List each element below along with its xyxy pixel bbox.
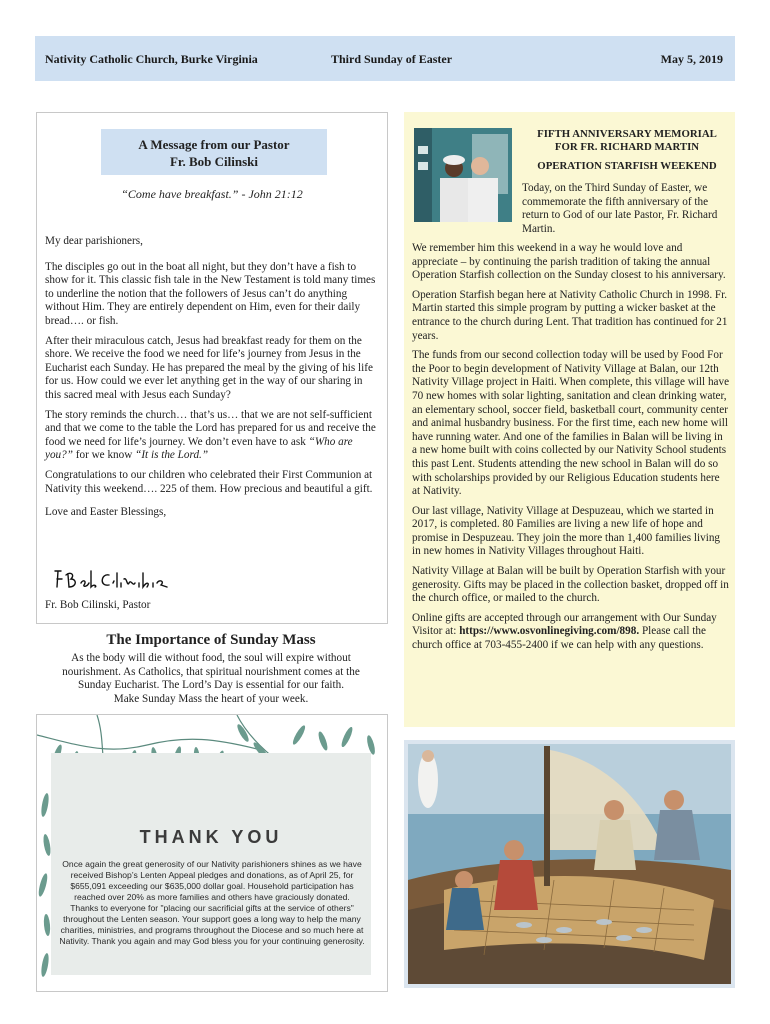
pastor-title-name: Fr. Bob Cilinski bbox=[169, 154, 259, 169]
memorial-paragraph: Nativity Village at Balan will be built by Operation Starfish with your generosity. Gifts may be placed in the collection basket, dropped off in the church office, or mailed to the church. bbox=[412, 565, 729, 605]
header-church-name: Nativity Catholic Church, Burke Virginia bbox=[45, 52, 258, 66]
memorial-heading: FIFTH ANNIVERSARY MEMORIAL FOR FR. RICHARD MARTIN bbox=[537, 128, 717, 153]
memorial-intro: Today, on the Third Sunday of Easter, we commemorate the fifth anniversary of the return to God of our late Pastor, Fr. Richard Martin. bbox=[522, 182, 718, 235]
header-liturgical-day: Third Sunday of Easter bbox=[331, 52, 453, 66]
letter-quote: “Who are you?” bbox=[45, 435, 353, 462]
memorial-paragraph: The funds from our second collection today will be used by Food For the Poor to begin development of Nativity Village at Balan, our 12th Nativity Village project in Haiti. When complete, this village will have 70 new homes with solar lighting, sanitation and clean drinking water, an elementary school, soccer field, basketball court, community center and animal husbandry business. For the first time, each new home will have running water. And one of the families in Balan will be living in a new home built with coins collected by our Nativity School students this past Lent. Students attending the new school in Balan will do so with scholarships provided by our Religious Education students here at Nativity. bbox=[412, 349, 730, 498]
memorial-section bbox=[404, 112, 735, 727]
thank-you-heading: THANK YOU bbox=[139, 827, 283, 847]
pastor-title-box bbox=[101, 129, 327, 175]
thank-you-panel bbox=[51, 753, 371, 975]
scripture-quote: “Come have breakfast.” - John 21:12 bbox=[121, 187, 303, 201]
pastor-title: A Message from our Pastor bbox=[138, 137, 290, 152]
pastor-message-box bbox=[36, 112, 388, 624]
letter-paragraph: The disciples go out in the boat all night, but they don’t have a fish to show for it. This classic fish tale in the New Testament is told many times to underline the notion that the followers of Jesus can’t do anything without Him. They are entirely dependent on Him, even for their daily bread…. or fish. bbox=[45, 260, 376, 327]
header-bar bbox=[35, 36, 735, 81]
sunday-mass-line: nourishment. As Catholics, that spiritual nourishment comes at the bbox=[62, 665, 360, 678]
memorial-body bbox=[412, 242, 730, 659]
memorial-text: Please call the church office at 703-455-2400 if we can help with any questions. bbox=[412, 625, 706, 652]
sunday-mass-line: As the body will die without food, the soul will expire without bbox=[71, 652, 351, 664]
memorial-paragraph: We remember him this weekend in a way he would love and appreciate – by continuing the parish tradition of taking the annual Operation Starfish collection on the Sunday closest to his anniversary. bbox=[412, 242, 726, 282]
letter-paragraph: After their miraculous catch, Jesus had breakfast ready for them on the shore. We receive the food we need for life’s journey from Jesus in the Eucharist each Sunday. He has prepared the meal by the giving of his life for us. How could we ever let anything get in the way of our sharing in this sacred meal with Jesus each Sunday? bbox=[45, 334, 373, 401]
memorial-subheading: OPERATION STARFISH WEEKEND bbox=[537, 160, 717, 172]
memorial-text: Online gifts are accepted through our arrangement with Our Sunday Visitor at: bbox=[412, 611, 717, 638]
online-giving-link[interactable]: https://www.osvonlinegiving.com/898. bbox=[459, 625, 640, 638]
sunday-mass-text bbox=[40, 652, 382, 706]
letter-greeting: My dear parishioners, bbox=[45, 235, 143, 247]
pastor-signature bbox=[51, 565, 181, 591]
pastor-letter-body bbox=[45, 235, 381, 526]
letter-text: The story reminds the church… that’s us… that we are not self-sufficient and that we come to the table the Lord has prepared for us and receive the food we need for life’s journey. We don’t even have to ask bbox=[45, 408, 376, 448]
pastor-name: Fr. Bob Cilinski, Pastor bbox=[45, 599, 151, 611]
letter-closing: Love and Easter Blessings, bbox=[45, 506, 167, 519]
memorial-paragraph: Our last village, Nativity Village at Despuzeau, which we started in 2017, is completed. 80 Families are living a new life of hope and promise in Despuzeau. They join the more than 1,400 families living in new homes in Nativity Villages throughout Haiti. bbox=[412, 504, 721, 558]
letter-paragraph: Congratulations to our children who celebrated their First Communion at Nativity this weekend…. 225 of them. How precious and beautiful a gift. bbox=[45, 468, 373, 495]
letter-text: for we know bbox=[72, 449, 136, 462]
memorial-paragraph bbox=[412, 612, 730, 653]
header-date: May 5, 2019 bbox=[660, 52, 723, 66]
letter-paragraph bbox=[45, 409, 381, 463]
memorial-paragraph: Operation Starfish began here at Nativity Catholic Church in 1998. Fr. Martin started this simple program by putting a wicker basket at the entrance to the church during Lent. That tradition has continued for 21 years. bbox=[412, 288, 728, 342]
sunday-mass-title: The Importance of Sunday Mass bbox=[106, 632, 316, 648]
sunday-mass-line: Sunday Eucharist. The Lord’s Day is essential for our faith. bbox=[77, 679, 345, 692]
miraculous-catch-painting bbox=[404, 740, 735, 988]
thank-you-text: Once again the great generosity of our Nativity parishioners shines as we have received Bishop’s Lenten Appeal pledges and donations, as of April 25, for $655,091 exceeding our $635,000 dollar goal. Household participation has reached over 20% as more families and others have graciously donated. Thanks to everyone for "placing our sacrificial gifts at the service of others" throughout the Lenten season. Your support goes a long way to help the many charities, ministries, and programs throughout the Diocese and so much here at Nativity. Thank you again and may God bless you for your continuing generosity. bbox=[59, 859, 365, 946]
sunday-mass-line: Make Sunday Mass the heart of your week. bbox=[113, 692, 309, 705]
letter-quote: “It is the Lord.” bbox=[135, 449, 209, 462]
thank-you-box bbox=[36, 714, 388, 992]
fr-martin-photo bbox=[414, 128, 512, 222]
